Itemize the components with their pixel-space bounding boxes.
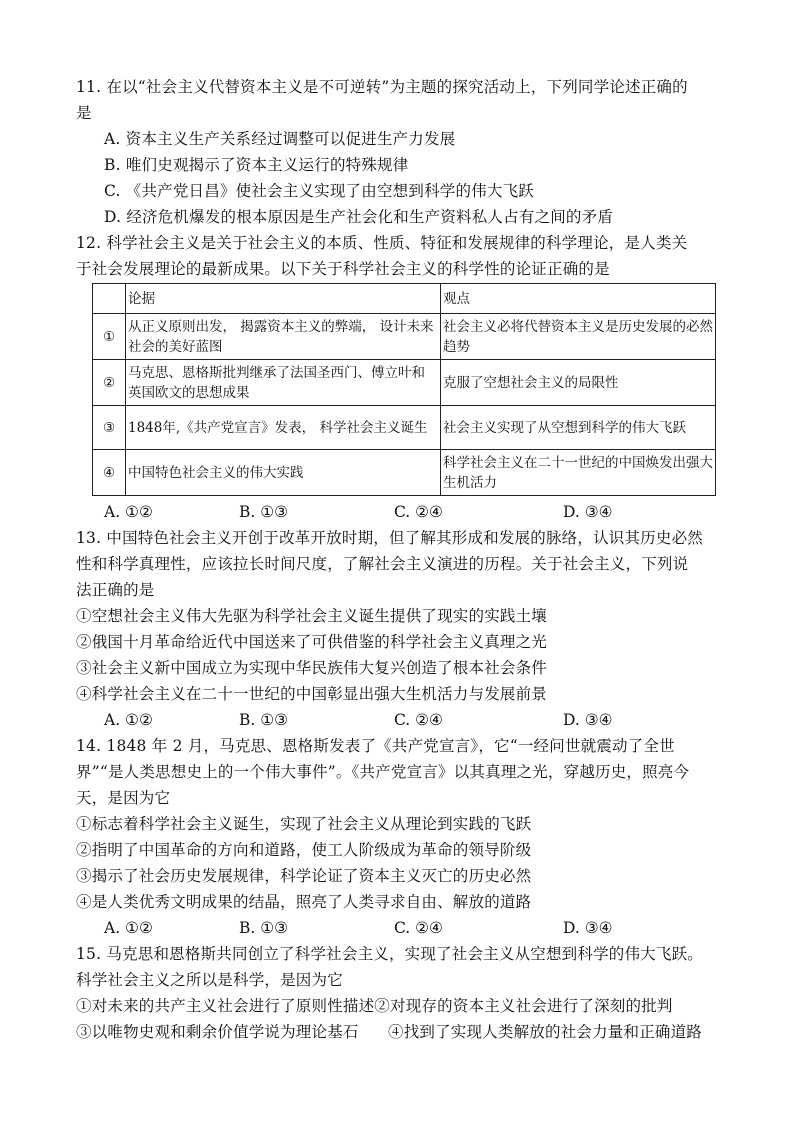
q13-option-a: A. ①②: [104, 711, 153, 729]
q15-stem-line1: 15. 马克思和恩格斯共同创立了科学社会主义，实现了社会主义从空想到科学的伟大飞跃。: [76, 945, 703, 963]
q11-option-b: B. 唯们史观揭示了资本主义运行的特殊规律: [104, 156, 409, 174]
row-view: 克服了空想社会主义的局限性: [441, 360, 716, 406]
q15-statement-4: ④找到了实现人类解放的社会力量和正确道路: [388, 1023, 703, 1041]
row-evidence: 马克思、恩格斯批判继承了法国圣西门、傅立叶和英国欧文的思想成果: [126, 360, 441, 406]
row-view: 科学社会主义在二十一世纪的中国焕发出强大生机活力: [441, 450, 716, 496]
q13-stem-line1: 13. 中国特色社会主义开创于改革开放时期，但了解其形成和发展的脉络，认识其历史必然: [76, 529, 703, 547]
table-header-row: [93, 284, 716, 314]
q14-statement-2: ②指明了中国革命的方向和道路，使工人阶级成为革命的领导阶级: [76, 841, 532, 859]
row-number: ③: [93, 406, 126, 450]
table-header-num: [93, 284, 126, 314]
q12-option-d: D. ③④: [563, 503, 613, 521]
q15-statement-3: ③以唯物史观和剩余价值学说为理论基石: [76, 1023, 359, 1041]
table-row: [93, 314, 716, 360]
row-evidence: 中国特色社会主义的伟大实践: [126, 450, 441, 496]
q12-stem-line1: 12. 科学社会主义是关于社会主义的本质、性质、特征和发展规律的科学理论，是人类关: [76, 234, 688, 252]
row-number: ②: [93, 360, 126, 406]
row-view: 社会主义实现了从空想到科学的伟大飞跃: [441, 406, 716, 450]
q14-statement-3: ③揭示了社会历史发展规律，科学论证了资本主义灭亡的历史必然: [76, 867, 532, 885]
q12-option-c: C. ②④: [394, 503, 443, 521]
q14-statement-4: ④是人类优秀文明成果的结晶，照亮了人类寻求自由、解放的道路: [76, 893, 532, 911]
q14-stem-line2: 界”“是人类思想史上的一个伟大事件”。《共产党宣言》以其真理之光，穿越历史，照亮今: [76, 763, 690, 781]
q14-options: [104, 918, 664, 938]
row-evidence: 从正义原则出发， 揭露资本主义的弊端， 设计未来社会的美好蓝图: [126, 314, 441, 360]
q11-option-a: A. 资本主义生产关系经过调整可以促进生产力发展: [104, 130, 456, 148]
row-evidence: 1848年,《共产党宣言》发表， 科学社会主义诞生: [126, 406, 441, 450]
q13-statement-2: ②俄国十月革命给近代中国送来了可供借鉴的科学社会主义真理之光: [76, 633, 548, 651]
q15-statements-1-2: ①对未来的共产主义社会进行了原则性描述②对现存的资本主义社会进行了深刻的批判: [76, 997, 673, 1015]
q12-table: [92, 283, 713, 496]
table-row: [93, 360, 716, 406]
q11-option-c: C. 《共产党日昌》使社会主义实现了由空想到科学的伟大飞跃: [104, 182, 534, 200]
q12-option-b: B. ①③: [239, 503, 289, 521]
q13-statement-3: ③社会主义新中国成立为实现中华民族伟大复兴创造了根本社会条件: [76, 659, 548, 677]
table-row: [93, 450, 716, 496]
table-header-evidence: 论据: [126, 284, 441, 314]
q13-statement-4: ④科学社会主义在二十一世纪的中国彰显出强大生机活力与发展前景: [76, 685, 548, 703]
q13-option-c: C. ②④: [394, 711, 443, 729]
q13-stem-line2: 性和科学真理性，应该拉长时间尺度，了解社会主义演进的历程。关于社会主义，下列说: [76, 555, 689, 573]
q14-option-c: C. ②④: [394, 919, 443, 937]
q13-stem-line3: 法正确的是: [76, 581, 155, 599]
q13-options: [104, 710, 664, 730]
q14-stem-line3: 天，是因为它: [76, 789, 171, 807]
q14-stem-line1: 14. 1848 年 2 月，马克思、恩格斯发表了《共产党宣言》，它“一经问世就震动了全世: [76, 737, 675, 755]
q13-option-b: B. ①③: [239, 711, 289, 729]
table-header-view: 观点: [441, 284, 716, 314]
q14-statement-1: ①标志着科学社会主义诞生，实现了社会主义从理论到实践的飞跃: [76, 815, 532, 833]
q12-stem-line2: 于社会发展理论的最新成果。以下关于科学社会主义的科学性的论证正确的是: [76, 260, 610, 278]
q11-option-d: D. 经济危机爆发的根本原因是生产社会化和生产资料私人占有之间的矛盾: [104, 208, 614, 226]
q14-option-d: D. ③④: [563, 919, 613, 937]
q14-option-a: A. ①②: [104, 919, 153, 937]
q11-stem-line1: 11. 在以“社会主义代替资本主义是不可逆转”为主题的探究活动上，下列同学论述正确的: [76, 78, 688, 96]
q13-option-d: D. ③④: [563, 711, 613, 729]
q14-option-b: B. ①③: [239, 919, 289, 937]
row-number: ④: [93, 450, 126, 496]
row-view: 社会主义必将代替资本主义是历史发展的必然趋势: [441, 314, 716, 360]
q13-statement-1: ①空想社会主义伟大先驱为科学社会主义诞生提供了现实的实践土壤: [76, 607, 548, 625]
q11-stem-line2: 是: [76, 104, 92, 122]
q12-option-a: A. ①②: [104, 503, 153, 521]
row-number: ①: [93, 314, 126, 360]
q15-stem-line2: 科学社会主义之所以是科学，是因为它: [76, 971, 343, 989]
table-row: [93, 406, 716, 450]
q12-options: [104, 502, 664, 522]
